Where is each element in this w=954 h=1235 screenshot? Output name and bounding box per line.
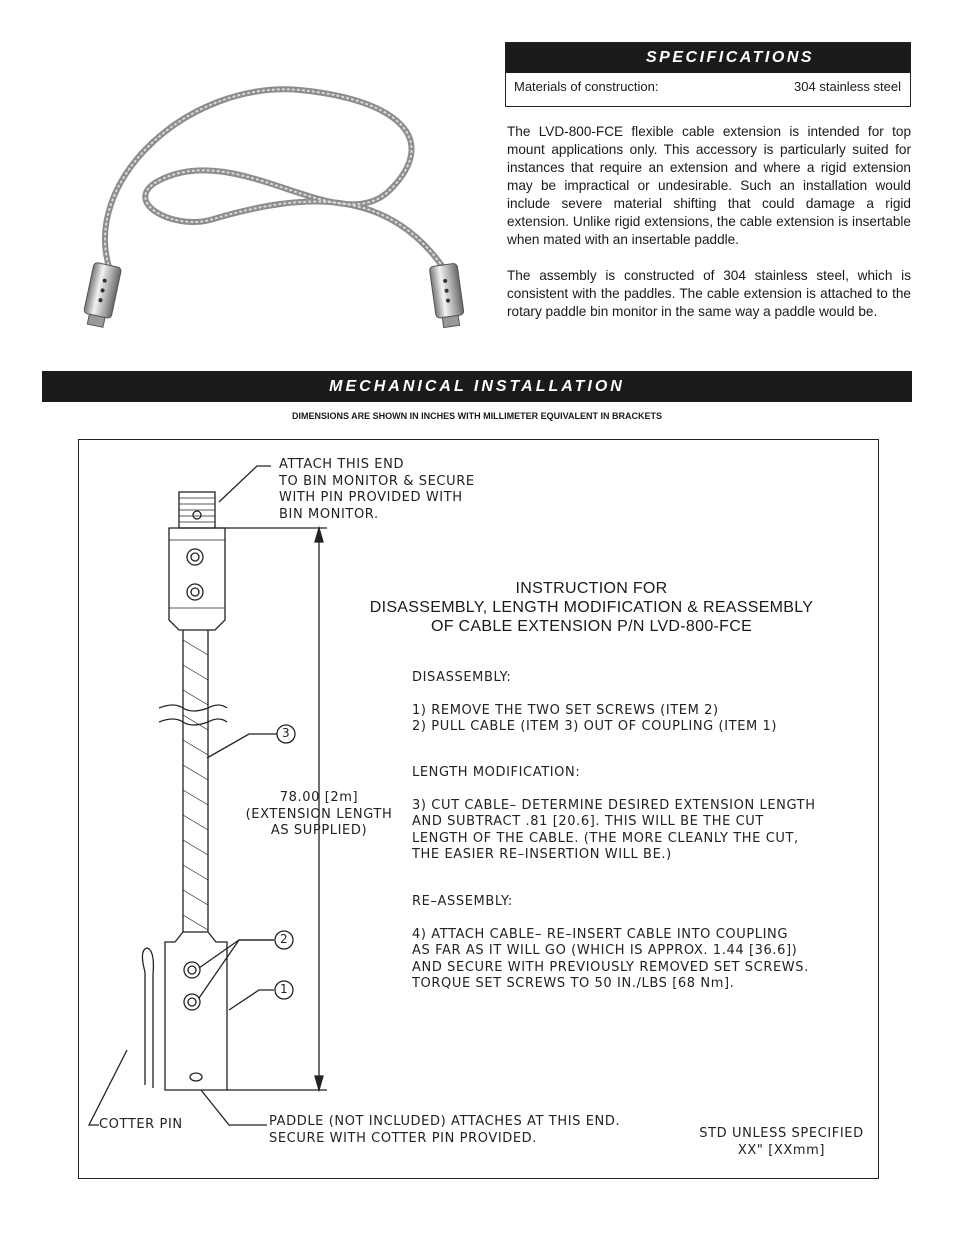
spec-row-materials: [506, 73, 910, 94]
installation-drawing: [78, 439, 879, 1179]
cable-outline: [183, 630, 208, 932]
cotter-pin-label: COTTER PIN: [99, 1117, 183, 1132]
cable-extension-photo: [60, 60, 490, 350]
instruction-title: INSTRUCTION FOR DISASSEMBLY, LENGTH MODIFICATION & REASSEMBLY OF CABLE EXTENSION P/N LVD-800-FCE: [369, 580, 814, 635]
disassembly-section: DISASSEMBLY: 1) REMOVE THE TWO SET SCREWS (ITEM 2) 2) PULL CABLE (ITEM 3) OUT OF COUPLING (ITEM 1): [412, 670, 778, 734]
length-modification-section: LENGTH MODIFICATION: 3) CUT CABLE– DETERMINE DESIRED EXTENSION LENGTH AND SUBTRACT .81 [20.6]. THIS WILL BE THE CUT LENGTH OF THE CABLE. (THE MORE CLEANLY THE CUT, THE EASIER RE–INSERTION WILL BE.): [412, 765, 816, 862]
description-paragraph-2: The assembly is constructed of 304 stainless steel, which is consistent with the paddles. The cable extension is attached to the rotary paddle bin monitor in the same way a paddle would be.: [507, 268, 911, 319]
description-paragraph-1: The LVD-800-FCE flexible cable extension is intended for top mount applications only. This accessory is particularly suited for instances that require an extension and where a rigid extension may be impractical or undesirable. Such an installation would include severe material shifting that could damage a rigid extension. Unlike rigid extensions, the cable extension is insertable when mated with an insertable paddle.: [507, 124, 911, 247]
spec-value: 304 stainless steel: [794, 79, 901, 94]
std-note: STD UNLESS SPECIFIED XX" [XXmm]: [699, 1126, 864, 1158]
top-callout: ATTACH THIS END TO BIN MONITOR & SECURE WITH PIN PROVIDED WITH BIN MONITOR.: [279, 457, 475, 522]
top-coupling: [169, 528, 225, 630]
spec-label: Materials of construction:: [514, 79, 659, 94]
reassembly-section: RE–ASSEMBLY: 4) ATTACH CABLE– RE–INSERT CABLE INTO COUPLING AS FAR AS IT WILL GO (WHICH IS APPROX. 1.44 [36.6]) AND SECURE WITH PREVIOUSLY REMOVED SET SCREWS. TORQUE SET SCREWS TO 50 IN./LBS [68 Nm].: [412, 894, 809, 991]
item-1-number: 1: [280, 982, 289, 996]
specifications-header: SPECIFICATIONS: [506, 43, 910, 73]
paddle-callout: PADDLE (NOT INCLUDED) ATTACHES AT THIS END. SECURE WITH COTTER PIN PROVIDED.: [269, 1114, 621, 1146]
dimension-label: 78.00 [2m] (EXTENSION LENGTH AS SUPPLIED): [245, 790, 393, 838]
specifications-box: [505, 42, 911, 107]
dimensions-note: DIMENSIONS ARE SHOWN IN INCHES WITH MILLIMETER EQUIVALENT IN BRACKETS: [291, 411, 662, 421]
cotter-pin: [142, 948, 153, 1088]
left-coupling: [81, 262, 121, 328]
mechanical-installation-header: MECHANICAL INSTALLATION: [42, 371, 912, 402]
item-2-number: 2: [280, 932, 289, 946]
product-description: [507, 123, 911, 339]
item-3-number: 3: [282, 726, 291, 740]
right-coupling: [429, 263, 465, 328]
